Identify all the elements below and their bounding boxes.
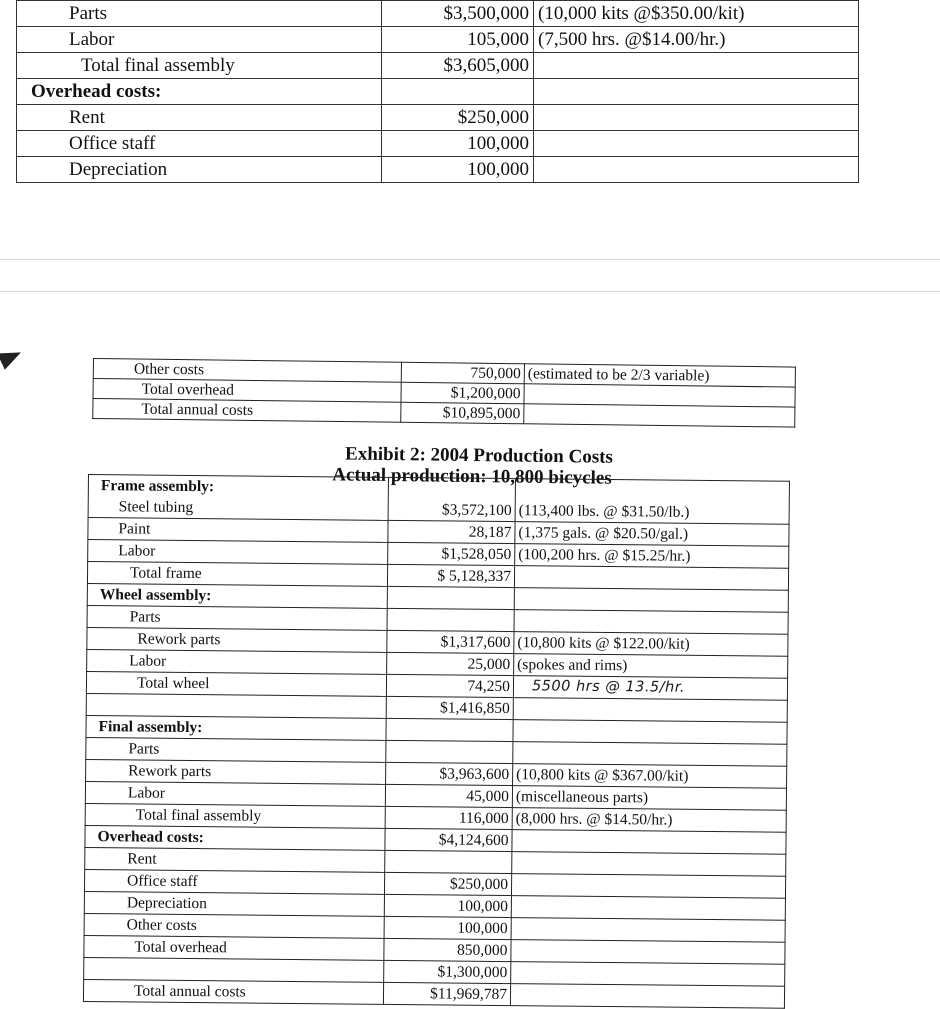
- row-amount: 74,250: [386, 674, 513, 697]
- row-label: Total final assembly: [17, 53, 382, 79]
- row-note: [534, 53, 859, 79]
- row-note: (10,800 kits @ $367.00/kit): [513, 764, 787, 789]
- row-label: Paint: [88, 518, 388, 543]
- row-note: [534, 157, 859, 183]
- row-amount: 750,000: [401, 362, 524, 384]
- row-label: Labor: [87, 649, 387, 674]
- row-label: Parts: [86, 737, 386, 762]
- row-label: Total overhead: [93, 379, 401, 403]
- row-label: Total frame: [87, 562, 387, 587]
- row-note: [534, 79, 859, 105]
- row-amount: 850,000: [384, 938, 511, 961]
- table-row: [17, 1, 859, 27]
- table-row: [17, 105, 859, 131]
- row-amount: 25,000: [387, 652, 514, 675]
- row-label: Total overhead: [84, 935, 384, 960]
- row-note: [515, 479, 789, 503]
- row-note: [513, 698, 787, 723]
- row-note: [511, 918, 785, 943]
- row-amount: [388, 477, 515, 500]
- row-note: (10,800 kits @ $122.00/kit): [514, 632, 788, 657]
- row-label: Rework parts: [87, 627, 387, 652]
- upper-cost-table-wrap: [92, 358, 796, 428]
- row-label: Total annual costs: [93, 399, 401, 423]
- row-note: [513, 742, 787, 767]
- row-note: [512, 852, 786, 877]
- exhibit-subtitle: Actual production: 10,800 bicycles: [332, 464, 612, 489]
- exhibit-title: Exhibit 2: 2004 Production Costs: [344, 443, 614, 468]
- row-note: (113,400 lbs. @ $31.50/lb.): [515, 500, 789, 524]
- row-amount: $3,605,000: [382, 53, 534, 79]
- row-note: (8,000 hrs. @ $14.50/hr.): [512, 808, 786, 833]
- top-cost-table: [16, 0, 859, 183]
- row-amount: $10,895,000: [401, 402, 524, 424]
- row-amount: 100,000: [384, 916, 511, 939]
- row-note: [524, 404, 795, 427]
- top-document-crop: [0, 0, 940, 205]
- row-label: Labor: [88, 540, 388, 565]
- row-label: Parts: [87, 605, 387, 630]
- row-amount: $1,416,850: [386, 696, 513, 719]
- row-label: [86, 693, 386, 718]
- table-row: [17, 131, 859, 157]
- row-label: Rework parts: [86, 759, 386, 784]
- table-row: [17, 157, 859, 183]
- row-note: (estimated to be 2/3 variable): [524, 364, 795, 387]
- upper-cost-table: [92, 358, 796, 428]
- row-note: [534, 105, 859, 131]
- row-note: (100,200 hrs. @ $15.25/hr.): [515, 544, 789, 569]
- row-note: [511, 896, 785, 921]
- row-amount: $3,963,600: [386, 762, 513, 785]
- row-note: [510, 984, 784, 1009]
- section-heading: Wheel assembly:: [87, 583, 387, 608]
- row-note: [534, 131, 859, 157]
- row-label: Total annual costs: [83, 979, 383, 1004]
- row-label: Other costs: [84, 913, 384, 938]
- row-amount: $250,000: [384, 872, 511, 895]
- row-amount: [387, 586, 514, 609]
- row-amount: $3,500,000: [382, 1, 534, 27]
- row-amount: $11,969,787: [383, 982, 510, 1005]
- row-amount: 100,000: [382, 131, 534, 157]
- row-amount: $250,000: [382, 105, 534, 131]
- row-label: Rent: [17, 105, 382, 131]
- row-label: Office staff: [17, 131, 382, 157]
- row-note: [511, 940, 785, 965]
- row-label: Labor: [85, 781, 385, 806]
- row-amount: $1,317,600: [387, 630, 514, 653]
- row-label: Total final assembly: [85, 803, 385, 828]
- row-amount: 45,000: [385, 784, 512, 807]
- production-cost-table: [83, 474, 790, 1009]
- table-row: [17, 27, 859, 53]
- row-amount: 100,000: [382, 157, 534, 183]
- row-label: Labor: [17, 27, 382, 53]
- row-amount: 116,000: [385, 806, 512, 829]
- row-label: Depreciation: [17, 157, 382, 183]
- row-note: [514, 610, 788, 635]
- row-amount: 100,000: [384, 894, 511, 917]
- section-heading: Frame assembly:: [88, 475, 388, 499]
- row-amount: [386, 740, 513, 763]
- row-label: Rent: [85, 847, 385, 872]
- row-label: Depreciation: [84, 891, 384, 916]
- table-row: [17, 53, 859, 79]
- row-amount: $1,528,050: [388, 542, 515, 565]
- section-heading: Overhead costs:: [17, 79, 382, 105]
- row-note: [514, 588, 788, 613]
- production-cost-table-wrap: [83, 474, 790, 1009]
- row-amount: 105,000: [382, 27, 534, 53]
- table-row: [17, 79, 859, 105]
- row-label: Office staff: [84, 869, 384, 894]
- row-note: [512, 830, 786, 855]
- row-note: [511, 874, 785, 899]
- divider: [0, 259, 940, 260]
- row-label: Total wheel: [86, 671, 386, 696]
- row-amount: [385, 850, 512, 873]
- bottom-document-crop: [0, 292, 940, 1004]
- pen-tip-icon: [0, 344, 25, 370]
- row-note: (7,500 hrs. @$14.00/hr.): [534, 27, 859, 53]
- section-heading: Overhead costs:: [85, 825, 385, 850]
- row-amount: [382, 79, 534, 105]
- row-amount: $3,572,100: [388, 499, 515, 522]
- handwritten-note: 5500 hrs @ 13.5/hr.: [513, 676, 787, 701]
- row-note: (spokes and rims): [514, 654, 788, 679]
- row-amount: $ 5,128,337: [387, 564, 514, 587]
- row-amount: $4,124,600: [385, 828, 512, 851]
- row-amount: 28,187: [388, 520, 515, 543]
- row-note: (miscellaneous parts): [512, 786, 786, 811]
- row-note: (10,000 kits @$350.00/kit): [534, 1, 859, 27]
- row-note: [513, 720, 787, 745]
- row-label: Other costs: [93, 359, 401, 383]
- row-note: [511, 962, 785, 987]
- row-note: (1,375 gals. @ $20.50/gal.): [515, 522, 789, 547]
- row-amount: [387, 608, 514, 631]
- row-amount: [386, 718, 513, 741]
- row-note: [514, 566, 788, 591]
- row-amount: $1,300,000: [384, 960, 511, 983]
- row-label: [84, 957, 384, 982]
- section-heading: Final assembly:: [86, 715, 386, 740]
- row-amount: $1,200,000: [401, 382, 524, 404]
- row-label: Parts: [17, 1, 382, 27]
- row-label: Steel tubing: [88, 496, 388, 520]
